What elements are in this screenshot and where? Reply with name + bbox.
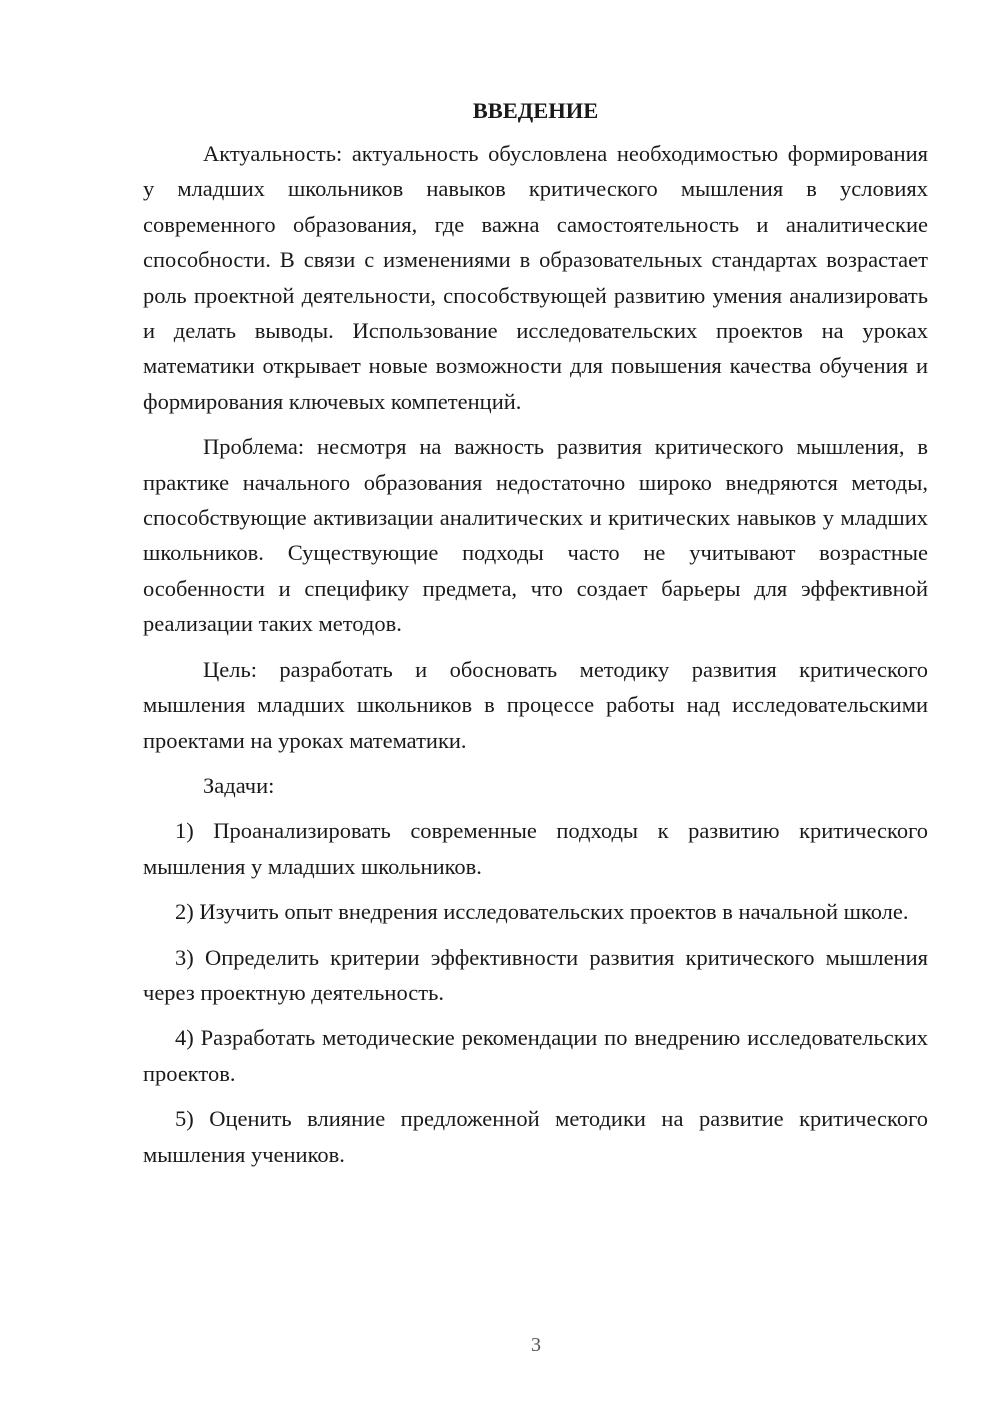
task-item-4: 4) Разработать методические рекомендации по внедрению исследовательских проектов. [143,1025,928,1086]
page-number: 3 [531,1334,541,1356]
problem-paragraph: Проблема: несмотря на важность развития критического мышления, в практике начального образования недостаточно широко внедряются методы, способствующие активизации аналитических и критических навыков у младших школьников. Существующие подходы часто не учитывают возрастные особенности и специфику предмета, что создает барьеры для эффективной реализации таких методов. [143,434,928,637]
section-heading: ВВЕДЕНИЕ [472,98,599,123]
relevance-paragraph: Актуальность: актуальность обусловлена необходимостью формирования у младших школьников навыков критического мышления в условиях современного образования, где важна самостоятельность и аналитические способности. В связи с изменениями в образовательных стандартах возрастает роль проектной деятельности, способствующей развитию умения анализировать и делать выводы. Использование исследовательских проектов на уроках математики открывает новые возможности для повышения качества обучения и формирования ключевых компетенций. [143,141,928,414]
task-item-1: 1) Проанализировать современные подходы к развитию критического мышления у младших школьников. [143,818,928,879]
task-item-3: 3) Определить критерии эффективности развития критического мышления через проектную деятельность. [143,944,928,1005]
tasks-list [143,813,928,1172]
tasks-label: Задачи: [203,772,275,798]
task-item-2: 2) Изучить опыт внедрения исследовательских проектов в начальной школе. [175,899,909,925]
page-content [143,96,928,1182]
task-item-5: 5) Оценить влияние предложенной методики на развитие критического мышления учеников. [143,1106,928,1167]
goal-paragraph: Цель: разработать и обосновать методику развития критического мышления младших школьников в процессе работы над исследовательскими проектами на уроках математики. [143,656,928,753]
